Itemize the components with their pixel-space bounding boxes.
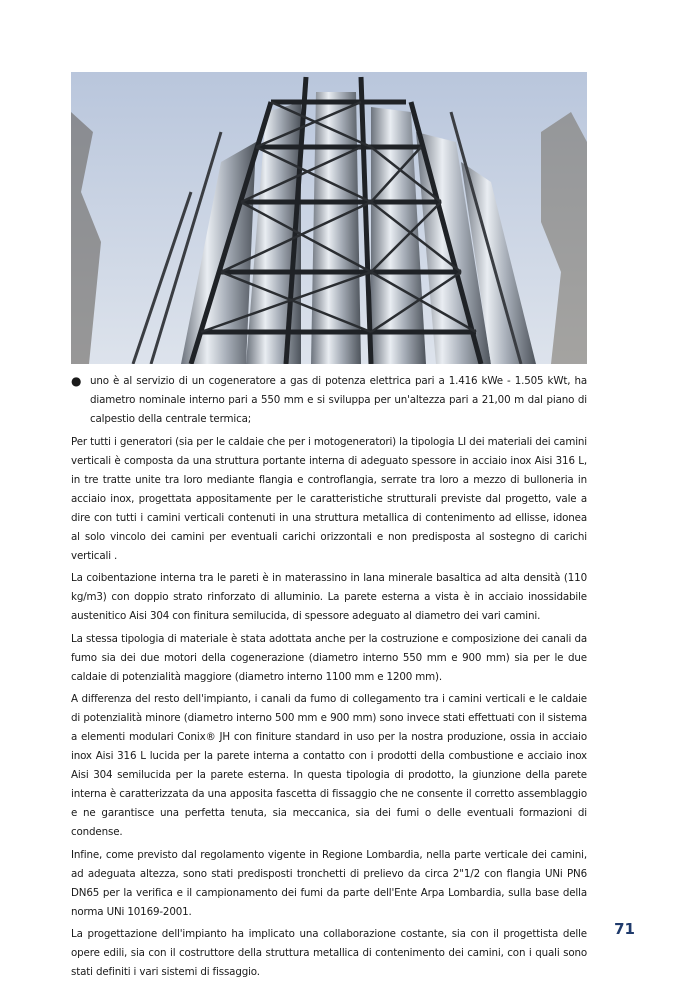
article-body (71, 372, 587, 986)
paragraph: Per tutti i generatori (sia per le caldaie che per i motogeneratori) la tipologia LI dei materiali dei camini verticali è composta da una struttura portante interna di adeguato spessore in acciaio inox Aisi 316 L, in tre tratte unite tra loro mediante flangia e controflangia, serrate tra loro a mezzo di bulloneria in acciaio inox, progettata appositamente per le caratteristiche strutturali previste dal progetto, vale a dire con tutti i camini verticali contenuti in una struttura metallica di contenimento ad ellisse, idonea al solo vincolo dei camini per eventuali carichi orizzontali e non predisposta al sostegno di carichi verticali . (71, 435, 587, 562)
chimney-structure-photo (71, 72, 587, 364)
paragraph: La stessa tipologia di materiale è stata adottata anche per la costruzione e composizione dei canali da fumo sia dei due motori della cogenerazione (diametro interno 550 mm e 900 mm) sia per le due caldaie di potenzialità maggiore (diametro interno 1100 mm e 1200 mm). (71, 632, 587, 683)
page-number: 71 (614, 920, 635, 938)
paragraph: La coibentazione interna tra le pareti è in materassino in lana minerale basaltica ad alta densità (110 kg/m3) con doppio strato rinforzato di alluminio. La parete esterna a vista è in acciaio inossidabile austenitico Aisi 304 con finitura semilucida, di spessore adeguato al diametro dei vari camini. (71, 572, 587, 622)
bullet-item (71, 372, 587, 429)
bullet-text: uno è al servizio di un cogeneratore a gas di potenza elettrica pari a 1.416 kWe - 1.505 kWt, ha diametro nominale interno pari a 550 mm e si sviluppa per un'altezza pari a 21,00 m dal piano di calpestio della centrale termica; (90, 375, 587, 425)
industrial-chimney-structure-icon (71, 72, 587, 364)
bullet-icon: ● (71, 374, 82, 388)
paragraph: La progettazione dell'impianto ha implicato una collaborazione costante, sia con il progettista delle opere edili, sia con il costruttore della struttura metallica di contenimento dei camini, con i quali sono stati definiti i vari sistemi di fissaggio. (71, 928, 587, 978)
paragraph: A differenza del resto dell'impianto, i canali da fumo di collegamento tra i camini verticali e le caldaie di potenzialità minore (diametro interno 500 mm e 900 mm) sono invece stati effettuati con il sistema a elementi modulari Conix® JH con finiture standard in uso per la nostra produzione, ossia in acciaio inox Aisi 316 L lucida per la parete interna a contatto con i prodotti della combustione e acciaio inox Aisi 304 semilucida per la parete esterna. In questa tipologia di prodotto, la giunzione della parete interna è caratterizzata da una apposita fascetta di fissaggio che ne consente il corretto assemblaggio e ne garantisce una perfetta tenuta, sia meccanica, sia dei fumi o delle eventuali formazioni di condense. (71, 693, 587, 838)
paragraph: Infine, come previsto dal regolamento vigente in Regione Lombardia, nella parte verticale dei camini, ad adeguata altezza, sono stati predisposti tronchetti di prelievo da circa 2"1/2 con flangia UNi PN6 DN65 per la verifica e il campionamento dei fumi da parte dell'Ente Arpa Lombardia, sulla base della norma UNi 10169-2001. (71, 848, 587, 918)
